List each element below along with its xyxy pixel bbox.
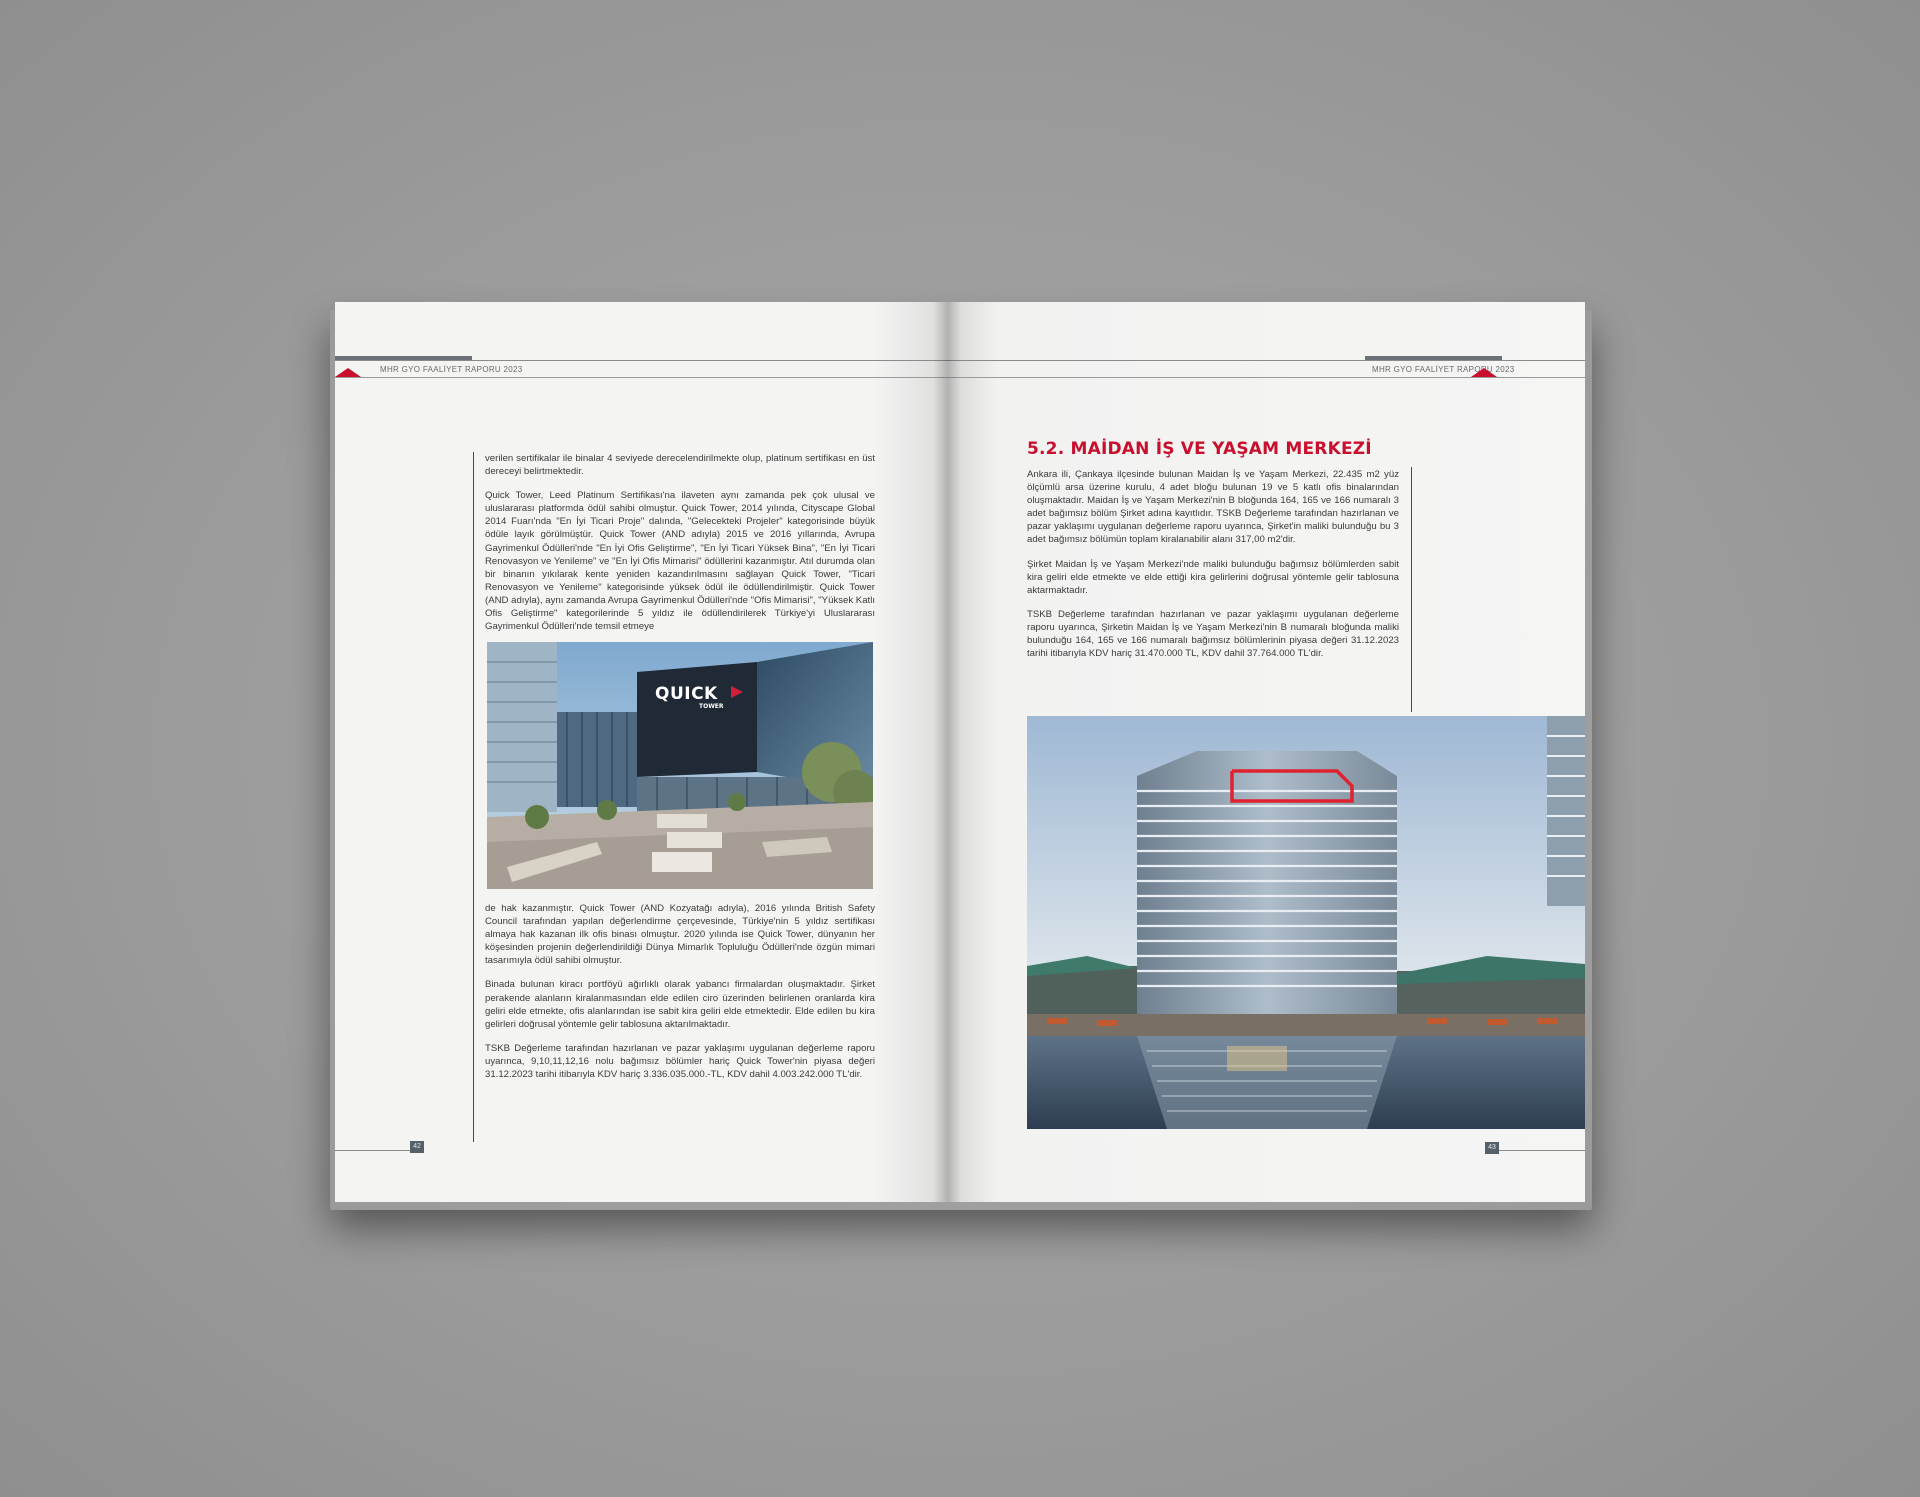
header-red-triangle xyxy=(1471,368,1497,377)
left-page xyxy=(335,302,947,1202)
header-text: MHR GYO FAALİYET RAPORU 2023 xyxy=(380,365,523,374)
open-brochure-spread xyxy=(335,302,1585,1202)
footer-rule xyxy=(1499,1150,1585,1151)
paragraph: Binada bulunan kiracı portföyü ağırlıklı olarak yabancı firmalardan oluşmaktadır. Şirket perakende alanların kiralanmasından elde edilen ciro üzerinden belirlenen oranlarda kira geliri elde etmekte, ofis alanlarından ise sabit kira geliri elde etmektedir. Elde edilen bu kira gelirleri doğrusal yöntemle gelir tablosuna aktarılmaktadır. xyxy=(485,979,875,1030)
spine-shadow xyxy=(933,302,961,1202)
maidan-illustration xyxy=(1027,716,1585,1129)
right-margin-rule xyxy=(1411,467,1412,712)
header-rule xyxy=(335,360,947,361)
header-underline xyxy=(947,377,1585,378)
right-text xyxy=(1027,468,1399,671)
page-number: 42 xyxy=(410,1141,424,1153)
quick-tower-sign xyxy=(655,684,735,720)
quick-tower-illustration xyxy=(487,642,873,889)
header-red-triangle xyxy=(335,368,361,377)
paragraph: TSKB Değerleme tarafından hazırlanan ve pazar yaklaşımı uygulanan değerleme raporu uyarınca, Şirketin Maidan İş ve Yaşam Merkezi'nin B numaralı bloğunda maliki bulunduğu 164, 165 ve 166 numaralı bağımsız bölümlerinin piyasa değeri 31.12.2023 tarihi itibarıyla KDV hariç 31.470.000 TL, KDV dahil 37.764.000 TL'dir. xyxy=(1027,608,1399,660)
page-number: 43 xyxy=(1485,1142,1499,1154)
left-text-bottom xyxy=(485,902,875,1092)
left-text-top xyxy=(485,452,875,644)
paragraph: Ankara ili, Çankaya ilçesinde bulunan Maidan İş ve Yaşam Merkezi, 22.435 m2 yüz ölçümlü arsa üzerine kurulu, 4 adet bloğu bulunan 19 ve 5 katlı ofis binalarından oluşmaktadır. Maidan İş ve Yaşam Merkezi'nin B bloğunda 164, 165 ve 166 numaralı 3 adet bağımsız bölüm Şirket adına kayıtlıdır. TSKB Değerleme tarafından hazırlanan ve pazar yaklaşımı uygulanan değerleme raporu uyarınca, Şirket'in maliki bulunduğu bu 3 adet bağımsız bölümün toplam kiralanabilir alanı 317,00 m2'dir. xyxy=(1027,469,1399,546)
paragraph: TSKB Değerleme tarafından hazırlanan ve pazar yaklaşımı uygulanan değerleme raporu uyarınca, 9,10,11,12,16 nolu bağımsız bölümler hariç Quick Tower'nin piyasa değeri 31.12.2023 tarihi itibarıyla KDV hariç 3.336.035.000.-TL, KDV dahil 4.003.242.000 TL'dir. xyxy=(485,1042,875,1081)
quick-logo-text: QUICK xyxy=(655,684,718,704)
paragraph: de hak kazanmıştır. Quick Tower (AND Kozyatağı adıyla), 2016 yılında British Safety Council tarafından yapılan değerlendirme çerçevesinde, Türkiye'nin 5 yıldız sertifikası almaya hak kazanan ilk ofis binası olmuştur. 2020 yılında ise Quick Tower, dünyanın her köşesinden projenin değerlendirildiği Dünya Mimarlık Topluluğu Ödülleri'nde özgün mimari tasarımıyla ödül sahibi olmuştur. xyxy=(485,903,875,967)
paragraph: verilen sertifikalar ile binalar 4 seviyede derecelendirilmekte olup, platinum sertifikası en üst dereceyi belirtmektedir. xyxy=(485,453,875,478)
footer-rule xyxy=(335,1150,410,1151)
paragraph: Şirket Maidan İş ve Yaşam Merkezi'nde maliki bulunduğu bağımsız bölümlerden sabit kira geliri elde etmekte ve elde ettiği kira gelirlerini doğrusal yöntemle gelir tablosuna aktarmaktadır. xyxy=(1027,558,1399,596)
header-text: MHR GYO FAALİYET RAPORU 2023 xyxy=(1372,365,1515,374)
left-margin-rule xyxy=(473,452,474,1142)
quick-logo-subtext: TOWER xyxy=(699,703,724,710)
right-page xyxy=(947,302,1585,1202)
maidan-photo xyxy=(1027,716,1585,1129)
paragraph: Quick Tower, Leed Platinum Sertifikası'na ilaveten aynı zamanda pek çok ulusal ve uluslararası platformda ödül sahibi olmuştur. Quick Tower, 2014 yılında, Cityscape Global 2014 Fuarı'nda "En İyi Ticari Proje" dalında, "Gelecekteki Projeler" kategorisinde büyük ödüle layık görülmüştür. Quick Tower (AND adıyla) 2015 ve 2016 yıllarında, Avrupa Gayrimenkul Ödülleri'nde "En İyi Ofis Geliştirme", "En İyi Ticari Yüksek Bina", "En İyi Ticari Renovasyon ve Yenileme" ve "En İyi Ofis Mimarisi" ödüllerini kazanmıştır. Atıl durumda olan bir binanın yıkılarak kente yeniden kazandırılmasını sağlayan Quick Tower, "Ticari Renovasyon ve Yenileme" kategorisinde yüksek ödül ile ödüllendirilmiştir. Quick Tower (AND adıyla), aynı zamanda Avrupa Gayrimenkul Ödülleri'nde "Ofis Mimarisi", "Yüksek Katlı Ofis Geliştirme" kategorilerinde 5 yıldız ile ödüllendirilerek Türkiye'yi Uluslararası Gayrimenkul Ödülleri'nde temsil etmeye xyxy=(485,490,875,633)
quick-tower-photo xyxy=(487,642,873,889)
header-underline xyxy=(335,377,947,378)
header-rule xyxy=(947,360,1585,361)
section-title: 5.2. MAİDAN İŞ VE YAŞAM MERKEZİ xyxy=(1027,439,1372,459)
quick-logo-arrow-icon xyxy=(731,686,743,698)
